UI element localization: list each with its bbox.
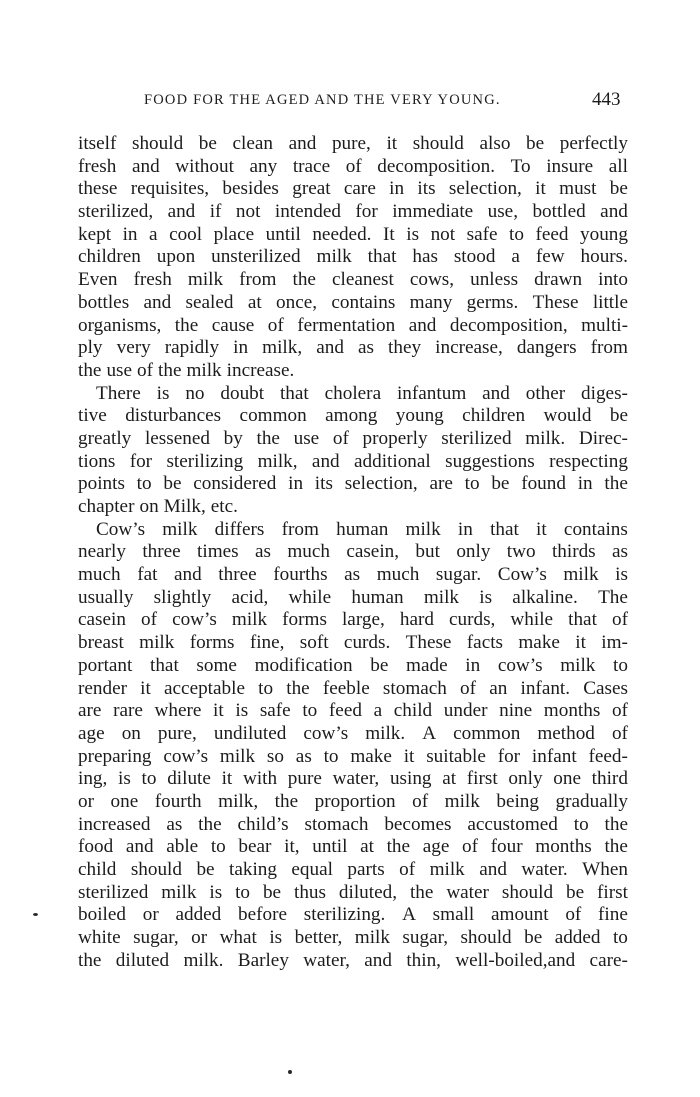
text-line: ply very rapidly in milk, and as they increase, dangers from xyxy=(78,337,628,359)
text-line: sterilized, and if not intended for immediate use, bottled and xyxy=(78,201,628,223)
paragraph xyxy=(78,133,628,383)
text-line: kept in a cool place until needed. It is not safe to feed young xyxy=(78,223,628,245)
text-line: casein of cow’s milk forms large, hard curds, while that of xyxy=(78,609,628,631)
page-number: 443 xyxy=(592,89,621,110)
bottom-speck xyxy=(288,1070,292,1074)
text-line: sterilized milk is to be thus diluted, the water should be first xyxy=(78,881,628,903)
text-line: fresh and without any trace of decomposition. To insure all xyxy=(78,155,628,177)
text-line: itself should be clean and pure, it should also be perfectly xyxy=(78,133,628,154)
text-line: age on pure, undiluted cow’s milk. A common method of xyxy=(78,722,628,744)
text-line: tions for sterilizing milk, and additional suggestions respecting xyxy=(78,450,628,472)
running-head: FOOD FOR THE AGED AND THE VERY YOUNG. xyxy=(144,92,501,108)
text-line: ing, is to dilute it with pure water, using at first only one third xyxy=(78,768,628,790)
text-line: portant that some modification be made in cow’s milk to xyxy=(78,654,628,676)
text-line: usually slightly acid, while human milk is alkaline. The xyxy=(78,586,628,608)
text-line: Cow’s milk differs from human milk in that it contains xyxy=(96,518,628,540)
text-line: organisms, the cause of fermentation and decomposition, multi- xyxy=(78,314,628,336)
text-line: bottles and sealed at once, contains many germs. These little xyxy=(78,291,628,313)
text-line: greatly lessened by the use of properly sterilized milk. Direc- xyxy=(78,427,628,449)
paragraph xyxy=(78,383,628,519)
text-line: white sugar, or what is better, milk sugar, should be added to xyxy=(78,927,628,949)
text-line: increased as the child’s stomach becomes accustomed to the xyxy=(78,813,628,835)
text-line: Even fresh milk from the cleanest cows, unless drawn into xyxy=(78,269,628,291)
text-line: these requisites, besides great care in its selection, it must be xyxy=(78,178,628,200)
text-line: render it acceptable to the feeble stomach of an infant. Cases xyxy=(78,677,628,699)
text-line: much fat and three fourths as much sugar. Cow’s milk is xyxy=(78,564,628,586)
text-line: tive disturbances common among young children would be xyxy=(78,405,628,427)
text-line: points to be considered in its selection, are to be found in the xyxy=(78,473,628,495)
text-line: child should be taking equal parts of milk and water. When xyxy=(78,859,628,880)
text-line: the diluted milk. Barley water, and thin, well-boiled,and care- xyxy=(78,949,628,971)
margin-speck xyxy=(33,913,38,916)
body-text xyxy=(78,133,628,972)
text-line: preparing cow’s milk so as to make it suitable for infant feed- xyxy=(78,745,628,767)
text-line: boiled or added before sterilizing. A small amount of fine xyxy=(78,904,628,926)
text-line: food and able to bear it, until at the age of four months the xyxy=(78,836,628,858)
text-line: or one fourth milk, the proportion of milk being gradually xyxy=(78,790,628,812)
text-line: chapter on Milk, etc. xyxy=(78,496,238,517)
text-line: the use of the milk increase. xyxy=(78,359,295,381)
paragraph xyxy=(78,519,628,973)
text-line: breast milk forms fine, soft curds. These facts make it im- xyxy=(78,632,628,654)
text-line: children upon unsterilized milk that has stood a few hours. xyxy=(78,246,628,268)
text-line: nearly three times as much casein, but only two thirds as xyxy=(78,541,628,563)
text-line: are rare where it is safe to feed a child under nine months of xyxy=(78,700,628,722)
text-line: There is no doubt that cholera infantum and other diges- xyxy=(96,382,628,404)
